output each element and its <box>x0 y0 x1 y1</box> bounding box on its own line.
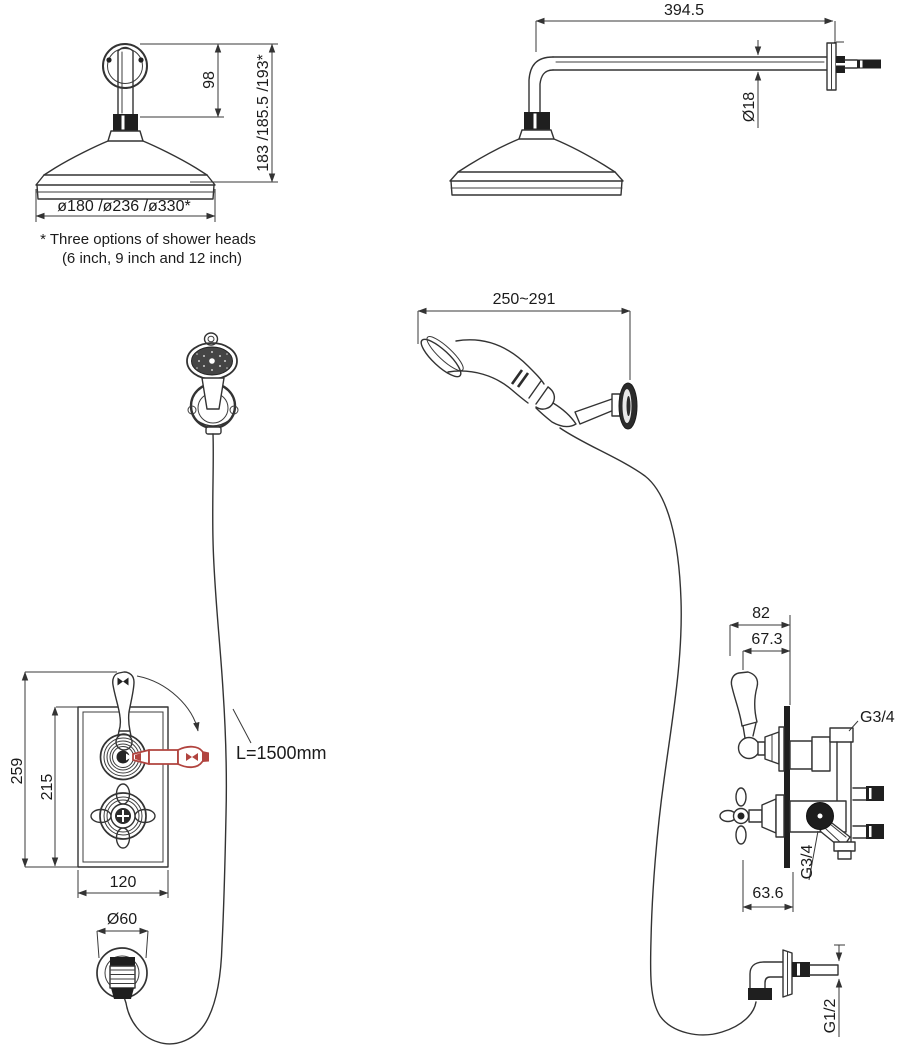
dim-outlet-depth-label: 63.6 <box>752 885 784 902</box>
brand-mark <box>512 370 528 387</box>
note-line2: (6 inch, 9 inch and 12 inch) <box>61 250 243 267</box>
bracket-arm <box>575 399 614 424</box>
dim-bracket-reach-label: 250~291 <box>492 291 556 308</box>
handset-front-view <box>124 333 238 1044</box>
wall-plate-edge <box>784 706 790 868</box>
inlet-pipes <box>853 786 884 839</box>
valve-front-view <box>9 672 209 898</box>
dim-outlet-diameter-label: Ø60 <box>106 911 138 928</box>
shower-head-bell <box>458 139 615 172</box>
hose-leader-line <box>233 709 251 743</box>
hose-length-label: L=1500mm <box>236 743 327 763</box>
ceiling-flange <box>103 44 147 88</box>
dim-plate-height-label: 215 <box>39 773 56 801</box>
ceiling-arm <box>118 48 133 116</box>
handset-inlet-cone <box>536 403 576 427</box>
handset-grip-front <box>202 378 224 409</box>
flow-lever-side <box>731 672 757 726</box>
handset-hose <box>560 428 756 1035</box>
handset-spray-face <box>417 331 469 381</box>
outlet-pipe <box>810 965 838 975</box>
handset-grip <box>456 340 544 384</box>
arm-nut <box>524 112 550 130</box>
shower-arm <box>553 57 827 70</box>
wall-outlet-side-view <box>748 945 845 1037</box>
flange-bolt <box>138 57 143 62</box>
handset-side-view <box>417 291 756 1035</box>
dim-head-diameter-label: ø180 /ø236 /ø330* <box>57 198 191 215</box>
outlet-thread-label: G1/2 <box>822 998 839 1034</box>
valve-side-view <box>720 605 895 912</box>
dim-overall-height-front-label: 259 <box>9 757 26 785</box>
arm-nut <box>113 114 138 131</box>
wall-shower-side-view <box>450 2 881 195</box>
dim-arm-diameter-label: Ø18 <box>741 91 758 123</box>
dim-plate-width-label: 120 <box>109 874 137 891</box>
dim-arm-height-label: 98 <box>201 71 218 89</box>
outlet-front-view <box>97 911 148 999</box>
note-line1: * Three options of shower heads <box>40 231 256 248</box>
shower-head-bell <box>44 141 207 175</box>
dim-overall-height-label: 183 /185.5 /193* <box>255 54 272 172</box>
valve-body <box>790 741 812 769</box>
ceiling-shower-front-view <box>36 44 278 267</box>
flange-bolt <box>106 57 111 62</box>
dim-arm-length-label: 394.5 <box>663 2 705 19</box>
dim-overall-depth-label: 82 <box>752 605 770 622</box>
bottom-thread-label: G3/4 <box>799 844 816 880</box>
outlet-hose-nut <box>748 988 772 1000</box>
dim-body-depth-label: 67.3 <box>751 631 783 648</box>
outlet-nozzle <box>110 966 135 988</box>
top-thread-label: G3/4 <box>860 709 895 726</box>
